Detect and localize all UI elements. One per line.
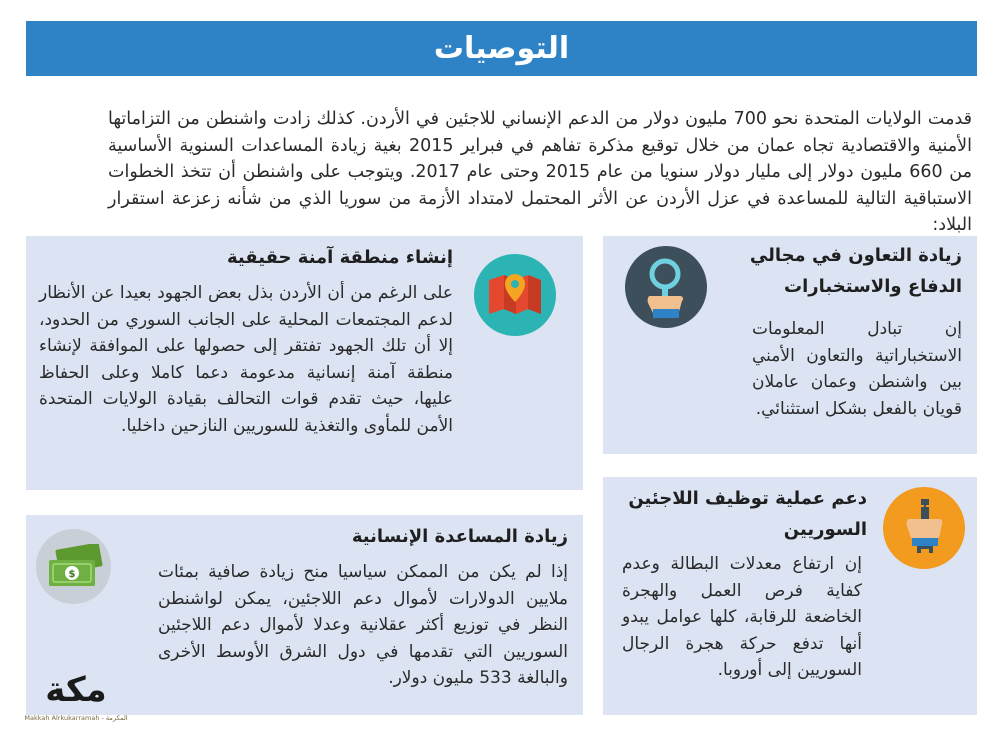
- page-title: التوصيات: [433, 31, 570, 66]
- svg-text:$: $: [68, 568, 75, 580]
- card-title: زيادة التعاون في مجالي الدفاع والاستخبارات: [749, 245, 962, 297]
- card-body: إن تبادل المعلومات الاستخباراتية والتعاون الأمني بين واشنطن وعمان عاملان قويان بالفعل بشكل استثنائي.: [752, 319, 962, 419]
- card-title: زيادة المساعدة الإنسانية: [351, 526, 568, 547]
- card-safe-zone: [26, 236, 583, 490]
- logo: [20, 668, 132, 728]
- card-employment: [603, 477, 977, 715]
- title-bar: [26, 21, 977, 76]
- card-body: إذا لم يكن من الممكن سياسيا منح زيادة صافية بمئات ملايين الدولارات لأموال دعم اللاجئين، يمكن لواشنطن النظر في توزيع أكثر عقلانية وعدلا لأموال دعم اللاجئين السوريين التي تقدمها في دول الشرق الأوسط الأخرى والبالغة 533 مليون دولار.: [158, 562, 568, 688]
- magnifier-hand-icon: [625, 246, 707, 328]
- card-body: على الرغم من أن الأردن بذل بعض الجهود بعيدا عن الأنظار لدعم المجتمعات المحلية على الجانب السوري من الحدود، إلا أن تلك الجهود تفتقر إلى حصولها على الموافقة لإنشاء منطقة آمنة إنسانية مدعومة دعما كاملا وعلى الحفاظ عليها، حيث تقدم قوات التحالف بقيادة الولايات المتحدة الأمن للمأوى والتغذية للسوريين النازحين داخليا.: [39, 283, 453, 436]
- wrench-hand-icon: [883, 487, 965, 569]
- card-body: إن ارتفاع معدلات البطالة وعدم كفاية فرص العمل والهجرة الخاضعة للرقابة، كلها عوامل يبدو أنها تدفع حركة هجرة الرجال السوريين إلى أوروبا.: [622, 554, 862, 680]
- card-title: دعم عملية توظيف اللاجئين السوريين: [628, 488, 867, 540]
- logo-subtitle: Makkah Alrkukarramah - المكرمة: [24, 714, 128, 722]
- card-defense: [603, 236, 977, 454]
- logo-mark: مكة: [45, 670, 107, 710]
- intro-paragraph: قدمت الولايات المتحدة نحو 700 مليون دولار من الدعم الإنساني للاجئين في الأردن. كذلك زادت واشنطن من التزاماتها الأمنية والاقتصادية تجاه عمان من خلال توقيع مذكرة تفاهم في فبراير 2015 بغية زيادة المساعدات السنوية الأساسية من 660 مليون دولار إلى مليار دولار سنويا من عام 2015 وحتى عام 2017. ويتوجب على واشنطن أن تتخذ الخطوات الاستباقية التالية للمساعدة في عزل الأردن عن الأثر المحتمل لامتداد الأزمة من سوريا الذي من شأنه زعزعة استقرار البلاد:: [108, 109, 973, 235]
- map-pin-icon: [474, 254, 556, 336]
- card-title: إنشاء منطقة آمنة حقيقية: [227, 247, 453, 268]
- money-icon: [36, 529, 111, 604]
